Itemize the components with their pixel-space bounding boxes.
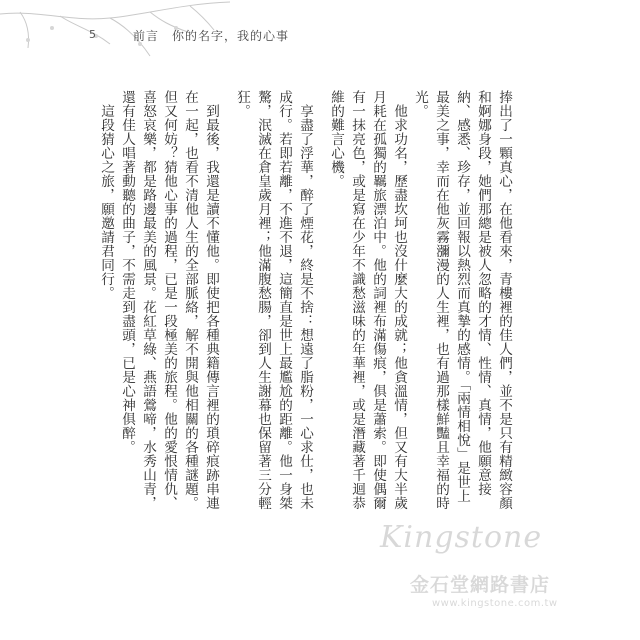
- body-text: [95, 90, 514, 510]
- paragraph: 捧出了一顆真心，在他看來，青樓裡的佳人們，並不是只有精緻容顏和婀娜身段，她們那總是被人忽略的才情、性情、真情，他願意接納、感悉、珍存，並回報以熱烈而真摯的感情。「兩情相悅」是世上最美之事，幸而在他灰霧瀰漫的人生裡，也有過那樣鮮豔且幸福的時光。: [412, 90, 512, 510]
- paragraph: 這段猜心之旅，願邀請君同行。: [98, 103, 114, 300]
- paragraph: 到最後，我還是讀不懂他。即使把各種典籍傳言裡的瑣碎痕跡串連在一起，也看不清他人生的全部脈絡，解不開與他相關的各種謎題。但又何妨？猜他心事的過程，已是一段極美的旅程。他的愛恨情仇、喜怒哀樂，都是路邊最美的風景。花紅草綠、燕語鶯啼，水秀山青，還有佳人唱著動聽的曲子，不需走到盡頭，已是心神俱醉。: [119, 90, 219, 510]
- watermark-store-name: 金石堂網路書店: [410, 574, 551, 596]
- paragraph: 他求功名，歷盡坎坷也沒什麼大的成就；他貪溫情，但又有大半歲月耗在孤獨的羈旅漂泊中。他的詞裡布滿傷痕，俱是蕭索。即使偶爾有一抹亮色，或是寫在少年不識愁滋味的年華裡，或是潛藏著千迴恭維的難言心機。: [328, 90, 407, 510]
- bookstore-watermark: [380, 520, 600, 620]
- page-number: 5: [89, 28, 96, 41]
- watermark-logo-script: Kingstone: [380, 520, 543, 555]
- running-header-title: 前言 你的名字，我的心事: [133, 29, 290, 43]
- paragraph: 享盡了浮華，醉了煙花，終是不捨：想遠了脂粉，一心求仕，也未成行。若即若離，不進不退，這簡直是世上最尷尬的距離。他一身桀驁，泯滅在倉皇歲月裡；他滿腹愁腸，卻到人生謝幕也保留著三分輕狂。: [234, 90, 313, 510]
- watermark-url: www.kingstone.com.tw: [432, 598, 558, 609]
